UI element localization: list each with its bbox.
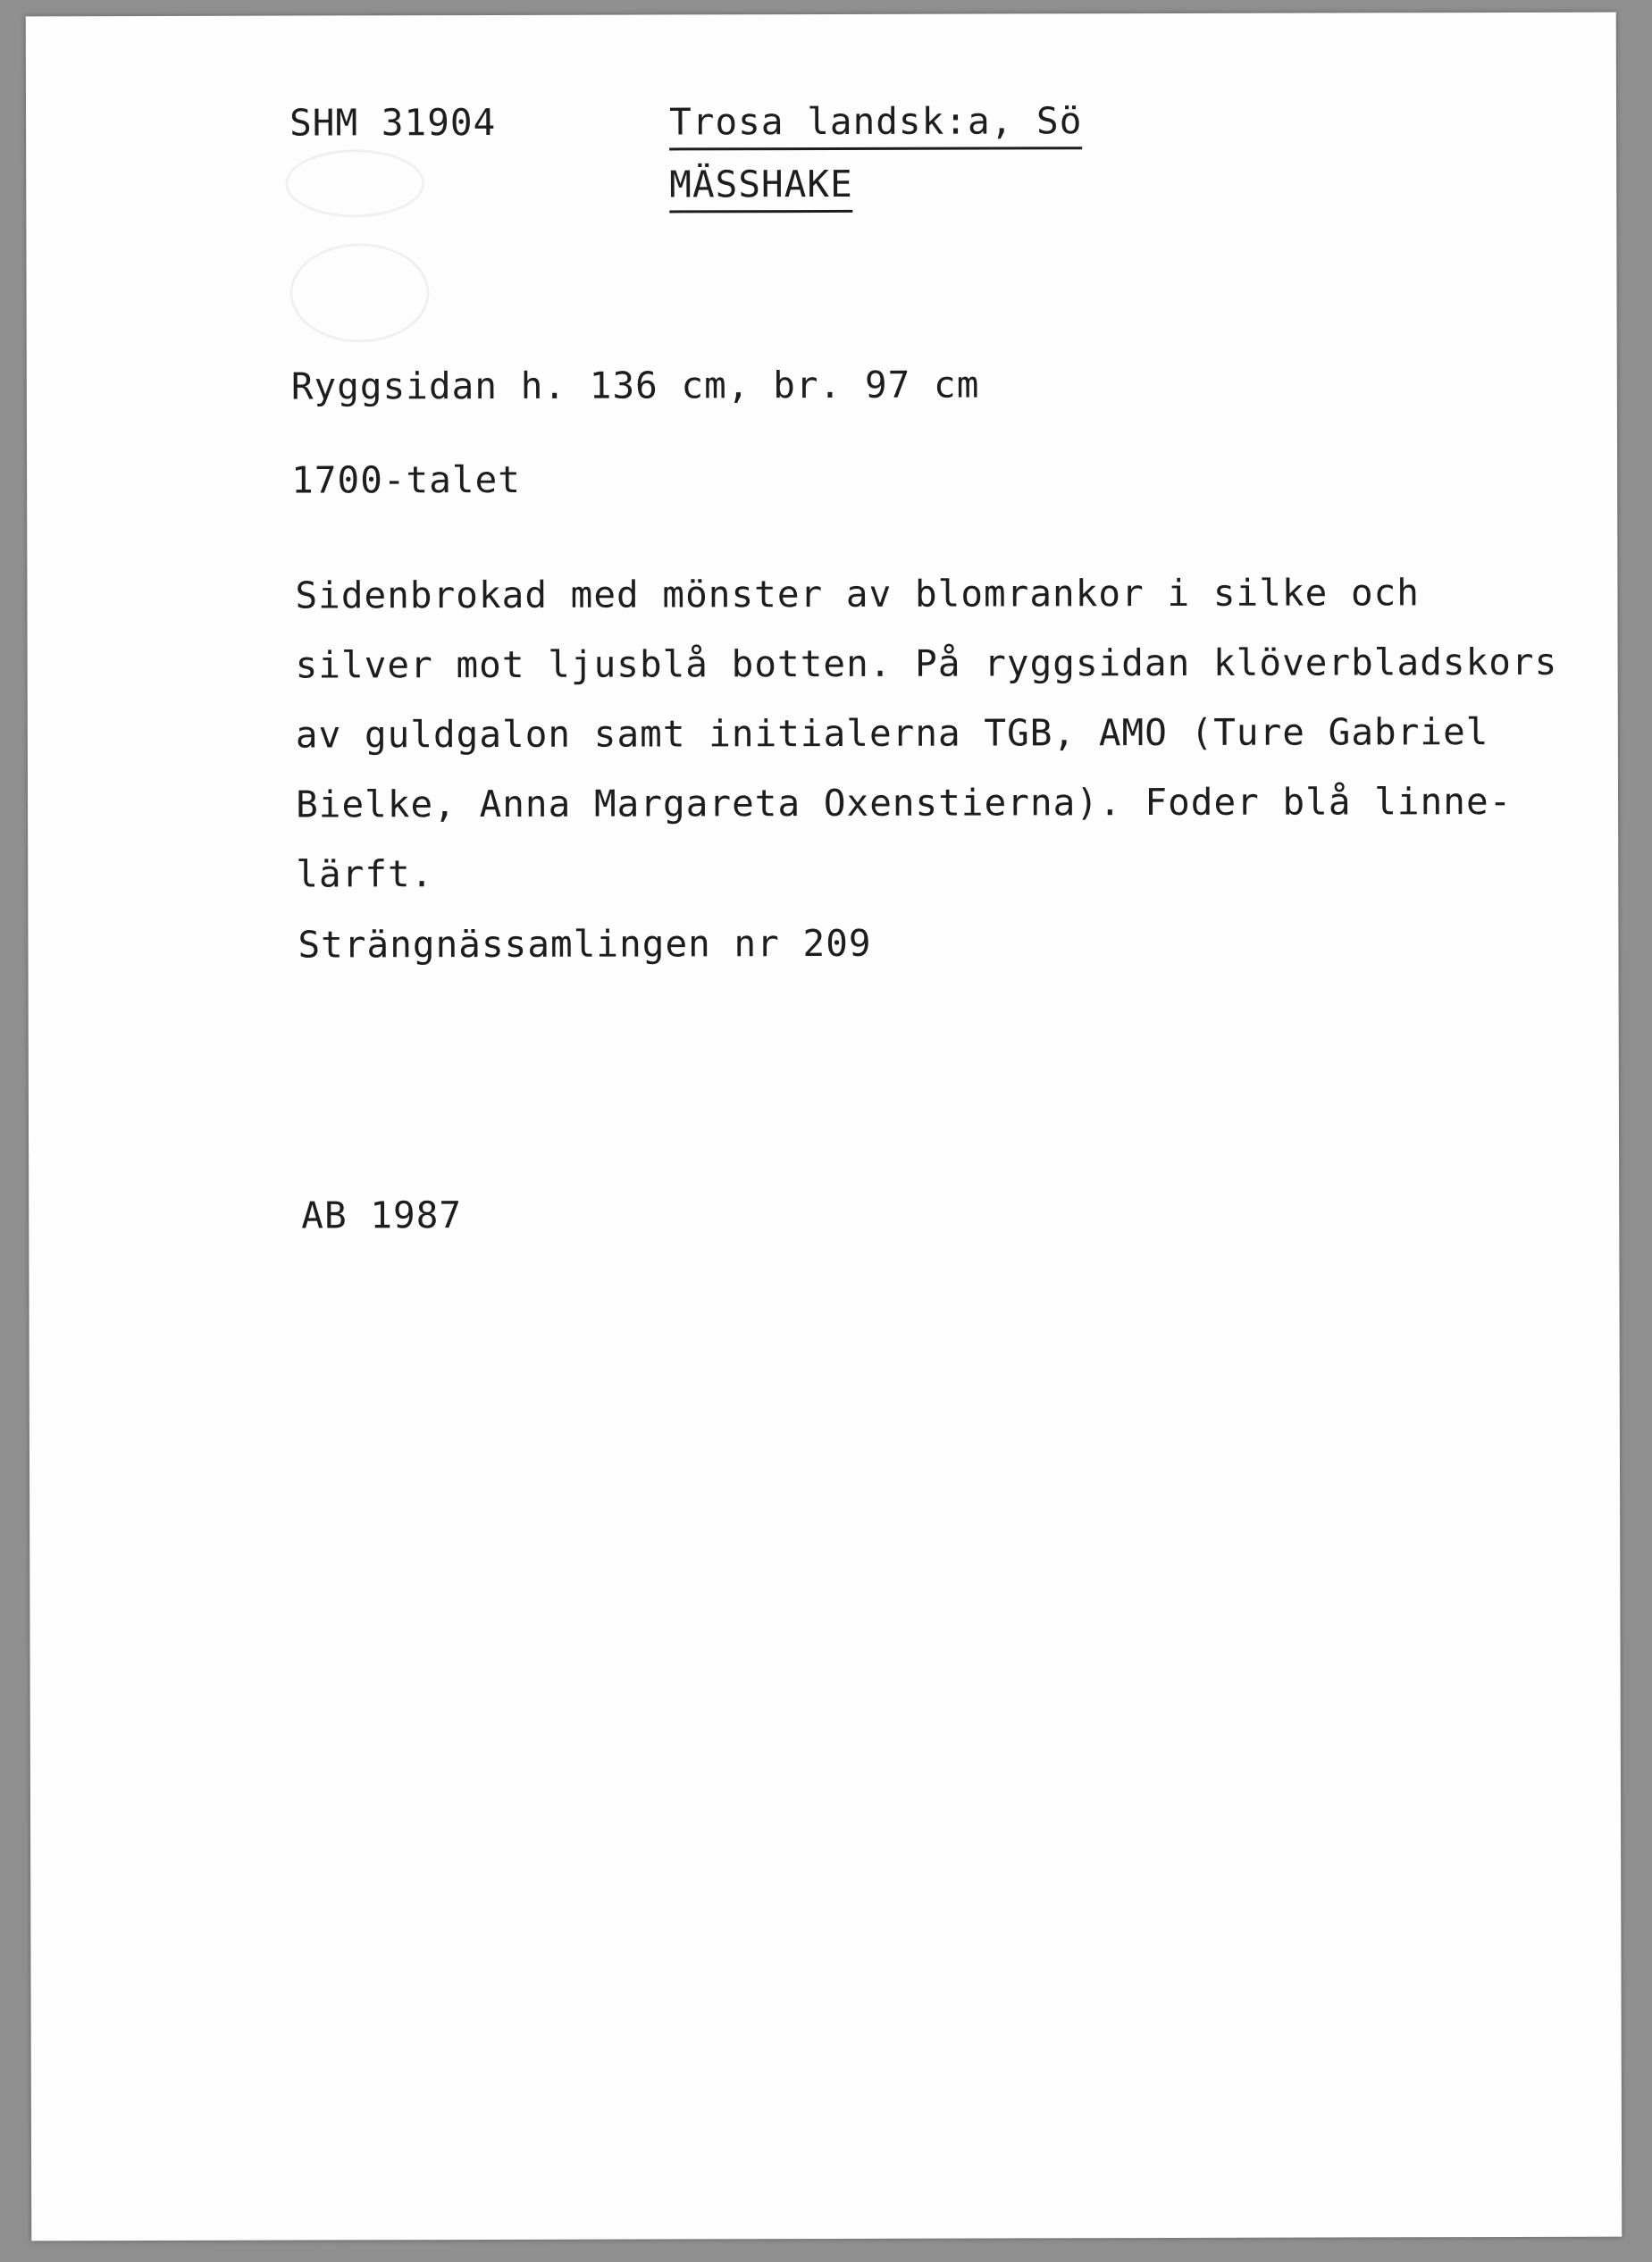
faint-stamp-mark-2: [289, 243, 429, 342]
description-paragraph: [295, 557, 1591, 909]
description-line: av guldgalon samt initialerna TGB, AMO (Ture Gabriel: [295, 710, 1489, 757]
object-type-heading: MÄSSHAKE: [669, 166, 853, 214]
dimensions-line: Ryggsidan h. 136 cm, br. 97 cm: [290, 363, 980, 408]
description-line: Sidenbrokad med mönster av blomrankor i silke och: [295, 571, 1421, 617]
collection-line: Strängnässamlingen nr 209: [298, 921, 872, 967]
signature-line: AB 1987: [301, 1194, 463, 1237]
catalog-number: SHM 31904: [289, 100, 497, 145]
location-heading: Trosa landsk:a, Sö: [669, 103, 1082, 150]
dating-line: 1700-talet: [291, 457, 522, 502]
description-line: silver mot ljusblå botten. På ryggsidan klöverbladskors: [295, 640, 1558, 687]
document-page: [26, 13, 1623, 2241]
description-line: lärft.: [296, 852, 434, 896]
faint-stamp-mark: [285, 149, 424, 217]
description-line: Bielke, Anna Margareta Oxenstierna). Foder blå linne-: [295, 779, 1513, 826]
